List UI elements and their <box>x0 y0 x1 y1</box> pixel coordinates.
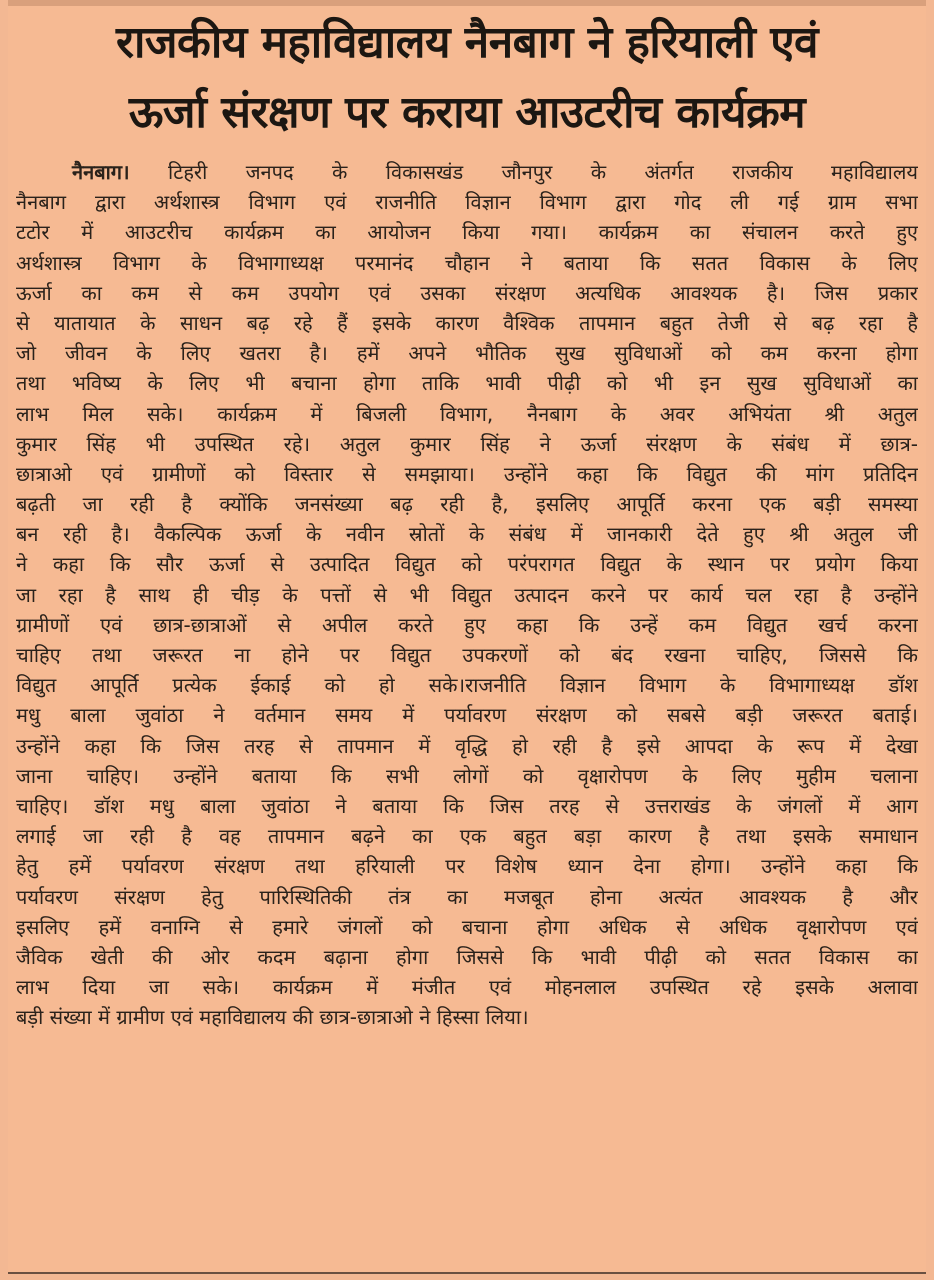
article-line: नैनबाग द्वारा अर्थशास्त्र विभाग एवं राजनीति विज्ञान विभाग द्वारा गोद ली गई ग्राम सभा <box>16 190 918 215</box>
article-line: बन रही है। वैकल्पिक ऊर्जा के नवीन स्रोतों के संबंध में जानकारी देते हुए श्री अतुल जी <box>16 522 918 547</box>
article-line: लाभ मिल सके। कार्यक्रम में बिजली विभाग, नैनबाग के अवर अभियंता श्री अतुल <box>16 401 918 426</box>
article-line: तथा भविष्य के लिए भी बचाना होगा ताकि भावी पीढ़ी को भी इन सुख सुविधाओं का <box>16 371 918 396</box>
article-line: मधु बाला जुवांठा ने वर्तमान समय में पर्यावरण संरक्षण को सबसे बड़ी जरूरत बताई। <box>16 703 918 728</box>
article-line: लगाई जा रही है वह तापमान बढ़ने का एक बहुत बड़ा कारण है तथा इसके समाधान <box>16 824 918 849</box>
article-line-1-text: टिहरी जनपद के विकासखंड जौनपुर के अंतर्गत राजकीय महाविद्यालय <box>129 160 918 184</box>
article-line: छात्राओ एवं ग्रामीणों को विस्तार से समझाया। उन्होंने कहा कि विद्युत की मांग प्रतिदिन <box>16 461 918 486</box>
newspaper-clipping <box>8 0 926 1274</box>
article-line: बढ़ती जा रही है क्योंकि जनसंख्या बढ़ रही है, इसलिए आपूर्ति करना एक बड़ी समस्या <box>16 492 918 517</box>
article-line: ने कहा कि सौर ऊर्जा से उत्पादित विद्युत को परंपरागत विद्युत के स्थान पर प्रयोग किया <box>16 552 918 577</box>
article-line: हेतु हमें पर्यावरण संरक्षण तथा हरियाली पर विशेष ध्यान देना होगा। उन्होंने कहा कि <box>16 854 918 879</box>
article-line: चाहिए। डॉश मधु बाला जुवांठा ने बताया कि जिस तरह से उत्तराखंड के जंगलों में आग <box>16 793 918 818</box>
article-line: विद्युत आपूर्ति प्रत्येक ईकाई को हो सके।राजनीति विज्ञान विभाग के विभागाध्यक्ष डॉश <box>16 673 918 698</box>
article-line: जा रहा है साथ ही चीड़ के पत्तों से भी विद्युत उत्पादन करने पर कार्य चल रहा है उन्होंने <box>16 582 918 607</box>
article-body <box>16 157 918 1032</box>
clipping-top-edge <box>8 0 926 6</box>
article-line: ऊर्जा का कम से कम उपयोग एवं उसका संरक्षण अत्यधिक आवश्यक है। जिस प्रकार <box>16 280 918 305</box>
article-line: जाना चाहिए। उन्होंने बताया कि सभी लोगों को वृक्षारोपण के लिए मुहीम चलाना <box>16 763 918 788</box>
article-line: चाहिए तथा जरूरत ना होने पर विद्युत उपकरणों को बंद रखना चाहिए, जिससे कि <box>16 643 918 667</box>
article-line: से यातायात के साधन बढ़ रहे हैं इसके कारण वैश्विक तापमान बहुत तेजी से बढ़ रहा है <box>16 310 918 335</box>
article-line: जैविक खेती की ओर कदम बढ़ाना होगा जिससे कि भावी पीढ़ी को सतत विकास का <box>16 944 918 969</box>
article-line: कुमार सिंह भी उपस्थित रहे। अतुल कुमार सिंह ने ऊर्जा संरक्षण के संबंध में छात्र- <box>16 431 918 456</box>
headline <box>8 8 926 148</box>
dateline: नैनबाग। <box>72 160 130 184</box>
headline-line-2: ऊर्जा संरक्षण पर कराया आउटरीच कार्यक्रम <box>128 87 806 138</box>
article-line-1 <box>16 157 918 187</box>
article-line: पर्यावरण संरक्षण हेतु पारिस्थितिकी तंत्र का मजबूत होना अत्यंत आवश्यक है और <box>16 884 918 909</box>
article-line: लाभ दिया जा सके। कार्यक्रम में मंजीत एवं मोहनलाल उपस्थित रहे इसके अलावा <box>16 975 918 1000</box>
article-line: इसलिए हमें वनाग्नि से हमारे जंगलों को बचाना होगा अधिक से अधिक वृक्षारोपण एवं <box>16 914 918 939</box>
article-line: टटोर में आउटरीच कार्यक्रम का आयोजन किया गया। कार्यक्रम का संचालन करते हुए <box>16 220 918 245</box>
article-line: ग्रामीणों एवं छात्र-छात्राओं से अपील करते हुए कहा कि उन्हें कम विद्युत खर्च करना <box>16 612 918 637</box>
headline-line-1: राजकीय महाविद्यालय नैनबाग ने हरियाली एवं <box>116 17 818 68</box>
article-line: जो जीवन के लिए खतरा है। हमें अपने भौतिक सुख सुविधाओं को कम करना होगा <box>16 341 918 366</box>
article-line-last: बड़ी संख्या में ग्रामीण एवं महाविद्यालय की छात्र-छात्राओ ने हिस्सा लिया। <box>16 1005 529 1030</box>
article-line: अर्थशास्त्र विभाग के विभागाध्यक्ष परमानंद चौहान ने बताया कि सतत विकास के लिए <box>16 250 918 275</box>
article-line: उन्होंने कहा कि जिस तरह से तापमान में वृद्धि हो रही है इसे आपदा के रूप में देखा <box>16 733 918 758</box>
